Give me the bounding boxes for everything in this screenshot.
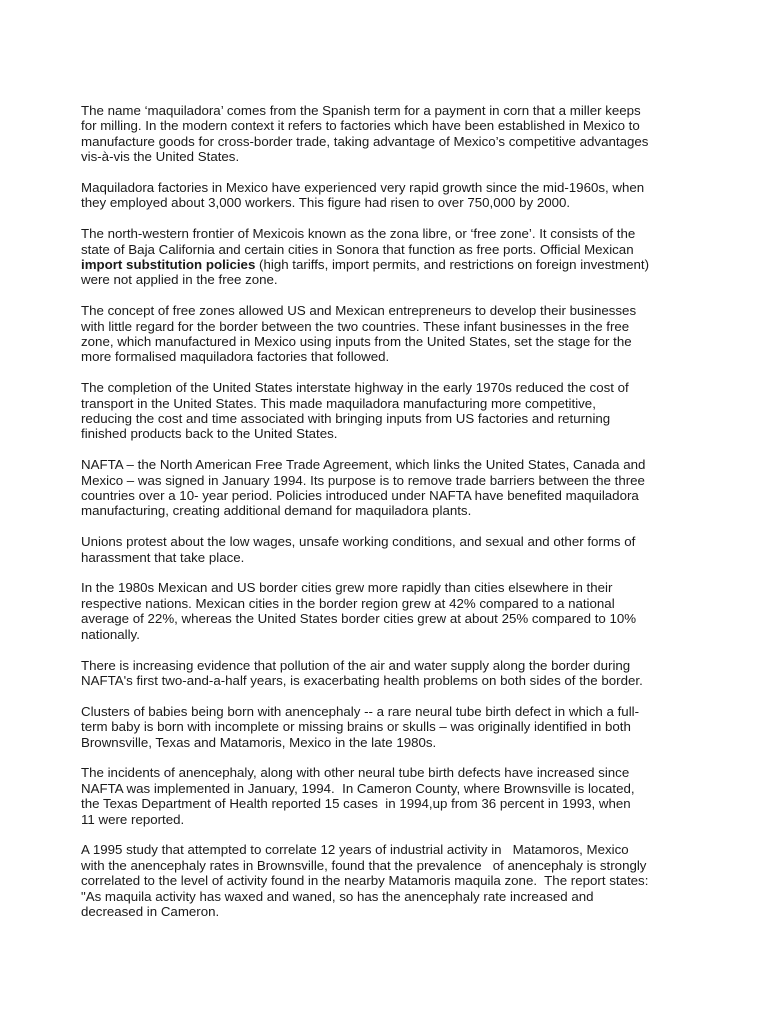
- paragraph-highway: [81, 380, 691, 442]
- text-line: In the 1980s Mexican and US border cities grew more rapidly than cities elsewhere in their: [81, 580, 613, 596]
- text-line: the Texas Department of Health reported 15 cases in 1994,up from 36 percent in 1993, when: [81, 796, 631, 812]
- paragraph-1995-study: [81, 842, 691, 919]
- text-line: nationally.: [81, 626, 140, 642]
- document-body: [81, 103, 691, 935]
- paragraph-free-zone: [81, 226, 691, 288]
- paragraph-anencephaly-incidents: [81, 765, 691, 827]
- text-line: with little regard for the border between the two countries. These infant businesses in the free: [81, 318, 630, 334]
- text-line: [81, 257, 691, 272]
- paragraph-border-cities: [81, 580, 691, 642]
- text-line: "As maquila activity has waxed and waned, so has the anencephaly rate increased and: [81, 888, 594, 904]
- text-line: Unions protest about the low wages, unsafe working conditions, and sexual and other forms of: [81, 534, 636, 550]
- text-line: state of Baja California and certain cities in Sonora that function as free ports. Official Mexican: [81, 241, 634, 257]
- paragraph-maquiladora-name: [81, 103, 691, 165]
- text-line: manufacturing, creating additional demand for maquiladora plants.: [81, 503, 472, 519]
- text-line: 11 were reported.: [81, 811, 185, 827]
- text-line: term baby is born with incomplete or missing brains or skulls – was originally identified in both: [81, 719, 631, 735]
- paragraph-anencephaly-clusters: [81, 704, 691, 750]
- text-line: more formalised maquiladora factories that followed.: [81, 349, 390, 365]
- text-line: Maquiladora factories in Mexico have experienced very rapid growth since the mid-1960s, when: [81, 180, 645, 196]
- paragraph-nafta: [81, 457, 691, 519]
- paragraph-free-zone-concept: [81, 303, 691, 365]
- text-line: The north-western frontier of Mexicois known as the zona libre, or ‘free zone’. It consists of the: [81, 226, 636, 242]
- paragraph-unions: [81, 534, 691, 565]
- text-line: decreased in Cameron.: [81, 903, 220, 919]
- text-line: NAFTA was implemented in January, 1994. In Cameron County, where Brownsville is located,: [81, 780, 635, 796]
- text-line: Brownsville, Texas and Matamoris, Mexico in the late 1980s.: [81, 734, 437, 750]
- text-line: The concept of free zones allowed US and Mexican entrepreneurs to develop their businesses: [81, 303, 637, 319]
- text-line: with the anencephaly rates in Brownsville, found that the prevalence of anencephaly is strongly: [81, 857, 647, 873]
- text-line: zone, which manufactured in Mexico using inputs from the United States, set the stage for the: [81, 334, 632, 350]
- text-line: respective nations. Mexican cities in the border region grew at 42% compared to a national: [81, 595, 615, 611]
- text-fragment: (high tariffs, import permits, and restrictions on foreign investment): [255, 257, 649, 273]
- text-line: transport in the United States. This made maquiladora manufacturing more competitive,: [81, 395, 596, 411]
- text-line: finished products back to the United States.: [81, 426, 338, 442]
- text-line: The name ‘maquiladora’ comes from the Spanish term for a payment in corn that a miller keeps: [81, 103, 641, 118]
- text-line: Mexico – was signed in January 1994. Its purpose is to remove trade barriers between the three: [81, 472, 645, 488]
- text-line: correlated to the level of activity found in the nearby Matamoris maquila zone. The report states:: [81, 873, 649, 889]
- text-line: harassment that take place.: [81, 549, 245, 565]
- bold-term-import-substitution: import substitution policies: [81, 257, 256, 273]
- text-line: Clusters of babies being born with anencephaly -- a rare neural tube birth defect in which a full-: [81, 703, 640, 719]
- text-line: The completion of the United States interstate highway in the early 1970s reduced the cost of: [81, 380, 629, 396]
- text-line: were not applied in the free zone.: [81, 272, 278, 288]
- text-line: There is increasing evidence that pollution of the air and water supply along the border during: [81, 657, 631, 673]
- text-line: average of 22%, whereas the United States border cities grew at about 25% compared to 10%: [81, 611, 637, 627]
- text-line: countries over a 10- year period. Policies introduced under NAFTA have benefited maquiladora: [81, 488, 639, 504]
- text-line: for milling. In the modern context it refers to factories which have been established in Mexico to: [81, 118, 640, 134]
- text-line: manufacture goods for cross-border trade, taking advantage of Mexico’s competitive advantages: [81, 133, 649, 149]
- text-line: NAFTA's first two-and-a-half years, is exacerbating health problems on both sides of the border.: [81, 672, 643, 688]
- text-line: The incidents of anencephaly, along with other neural tube birth defects have increased since: [81, 765, 630, 781]
- text-line: they employed about 3,000 workers. This figure had risen to over 750,000 by 2000.: [81, 195, 571, 211]
- text-line: reducing the cost and time associated with bringing inputs from US factories and returning: [81, 411, 611, 427]
- paragraph-growth: [81, 180, 691, 211]
- paragraph-pollution: [81, 658, 691, 689]
- text-line: A 1995 study that attempted to correlate 12 years of industrial activity in Matamoros, Mexico: [81, 842, 629, 858]
- text-line: NAFTA – the North American Free Trade Agreement, which links the United States, Canada and: [81, 457, 646, 473]
- text-line: vis-à-vis the United States.: [81, 149, 240, 165]
